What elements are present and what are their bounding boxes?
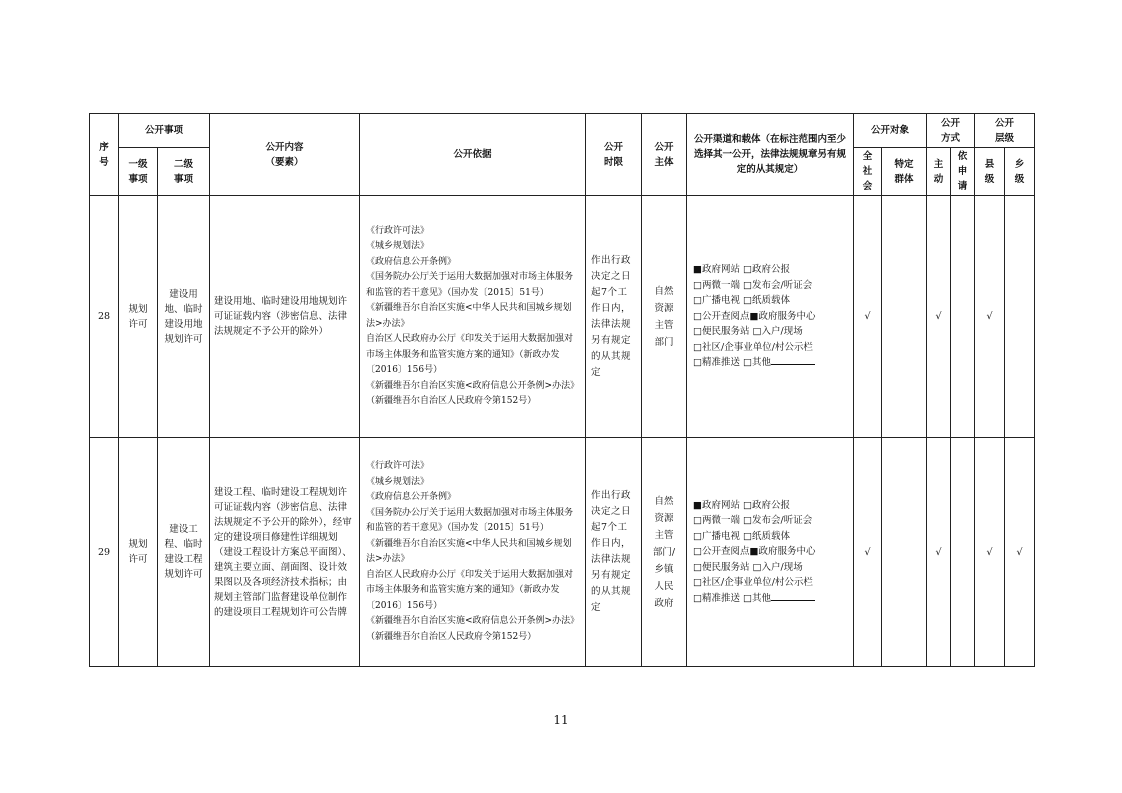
row-level2: 建设用地、临时建设用地规划许可 [158, 196, 210, 438]
row-level-county: √ [975, 438, 1005, 667]
header-audience-all: 全社会 [854, 148, 882, 196]
header-basis: 公开依据 [360, 114, 586, 196]
header-level-town: 乡级 [1005, 148, 1035, 196]
header-seq: 序号 [90, 114, 119, 196]
header-method-request: 依申请 [951, 148, 975, 196]
row-audience-specific [882, 196, 927, 438]
row-audience-specific [882, 438, 927, 667]
table-row [90, 196, 1035, 438]
row-method-active: √ [927, 438, 951, 667]
header-channel: 公开渠道和载体（在标注范围内至少选择其一公开，法律法规规章另有规定的从其规定） [687, 114, 854, 196]
row-channels: ■政府网站 □政府公报 □两微一端 □发布会/听证会 □广播电视 □纸质载体 □公开查阅点■政府服务中心 □便民服务站 □入户/现场 □社区/企事业单位/村公示栏 □精准推送 □其他 [687, 438, 854, 667]
row-time-limit: 作出行政决定之日起7个工作日内，法律法规另有规定的从其规定 [586, 438, 642, 667]
other-blank [771, 591, 815, 601]
row-level1: 规划许可 [119, 438, 158, 667]
header-level2: 二级事项 [158, 148, 210, 196]
header-method-active: 主动 [927, 148, 951, 196]
row-level-town [1005, 196, 1035, 438]
header-audience-specific: 特定群体 [882, 148, 927, 196]
header-audience: 公开对象 [854, 114, 927, 148]
row-audience-all: √ [854, 196, 882, 438]
row-subject: 自然资源主管部门/乡镇人民政府 [642, 438, 687, 667]
row-content: 建设用地、临时建设用地规划许可证证载内容（涉密信息、法律法规规定不予公开的除外） [210, 196, 360, 438]
row-basis: 《行政许可法》 《城乡规划法》 《政府信息公开条例》 《国务院办公厅关于运用大数据加强对市场主体服务和监管的若干意见》（国办发〔2015〕51号） 《新疆维吾尔自治区实施<中华人民共和国城乡规划法>办法》 自治区人民政府办公厅《印发关于运用大数据加强对市场主体服务和监管实施方案的通知》（新政办发〔2016〕156号） 《新疆维吾尔自治区实施<政府信息公开条例>办法》（新疆维吾尔自治区人民政府令第152号） [360, 438, 586, 667]
header-time-limit: 公开时限 [586, 114, 642, 196]
row-method-active: √ [927, 196, 951, 438]
header-level: 公开层级 [975, 114, 1035, 148]
row-level-town: √ [1005, 438, 1035, 667]
other-blank [771, 355, 815, 365]
header-subject: 公开主体 [642, 114, 687, 196]
row-content: 建设工程、临时建设工程规划许可证证载内容（涉密信息、法律法规规定不予公开的除外），经审定的建设项目修建性详细规划（建设工程设计方案总平面图）、建筑主要立面、剖面图、设计效果图以及各项经济技术指标；由规划主管部门监督建设单位制作的建设项目工程规划许可公告牌 [210, 438, 360, 667]
disclosure-table [89, 113, 1035, 667]
header-method: 公开方式 [927, 114, 975, 148]
page-number: 11 [553, 713, 569, 727]
row-level-county: √ [975, 196, 1005, 438]
row-seq: 28 [90, 196, 119, 438]
row-basis: 《行政许可法》 《城乡规划法》 《政府信息公开条例》 《国务院办公厅关于运用大数据加强对市场主体服务和监管的若干意见》（国办发〔2015〕51号） 《新疆维吾尔自治区实施<中华人民共和国城乡规划法>办法》 自治区人民政府办公厅《印发关于运用大数据加强对市场主体服务和监管实施方案的通知》（新政办发〔2016〕156号） 《新疆维吾尔自治区实施<政府信息公开条例>办法》（新疆维吾尔自治区人民政府令第152号） [360, 196, 586, 438]
header-content: 公开内容 （要素） [210, 114, 360, 196]
row-seq: 29 [90, 438, 119, 667]
header-level-county: 县级 [975, 148, 1005, 196]
row-method-request [951, 196, 975, 438]
row-method-request [951, 438, 975, 667]
row-channels: ■政府网站 □政府公报 □两微一端 □发布会/听证会 □广播电视 □纸质载体 □公开查阅点■政府服务中心 □便民服务站 □入户/现场 □社区/企事业单位/村公示栏 □精准推送 □其他 [687, 196, 854, 438]
header-public-items: 公开事项 [119, 114, 210, 148]
row-level2: 建设工程、临时建设工程规划许可 [158, 438, 210, 667]
row-audience-all: √ [854, 438, 882, 667]
row-time-limit: 作出行政决定之日起7个工作日内，法律法规另有规定的从其规定 [586, 196, 642, 438]
row-subject: 自然资源主管部门 [642, 196, 687, 438]
table-row [90, 438, 1035, 667]
header-level1: 一级事项 [119, 148, 158, 196]
row-level1: 规划许可 [119, 196, 158, 438]
